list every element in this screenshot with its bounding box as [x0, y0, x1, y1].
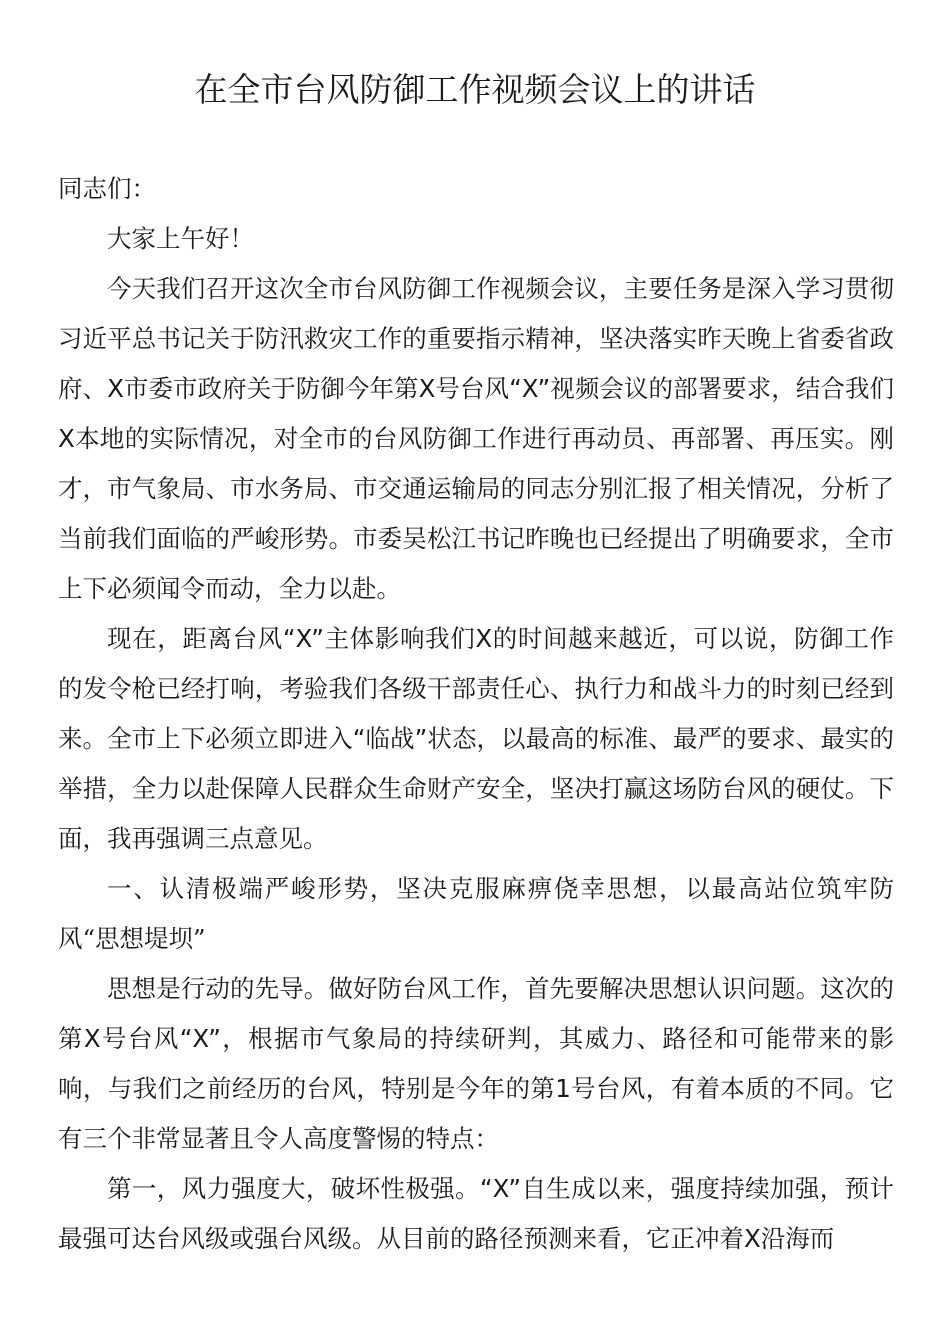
document-body — [58, 164, 894, 1264]
body-paragraph: 第一，风力强度大，破坏性极强。“X”自生成以来，强度持续加强，预计最强可达台风级或强台风级。从目前的路径预测来看，它正冲着X沿海而 — [58, 1174, 894, 1253]
body-paragraph: 今天我们召开这次全市台风防御工作视频会议，主要任务是深入学习贯彻习近平总书记关于防汛救灾工作的重要指示精神，坚决落实昨天晚上省委省政府、X市委市政府关于防御今年第X号台风“X”视频会议的部署要求，结合我们X本地的实际情况，对全市的台风防御工作进行再动员、再部署、再压实。刚才，市气象局、市水务局、市交通运输局的同志分别汇报了相关情况，分析了当前我们面临的严峻形势。市委吴松江书记昨晚也已经提出了明确要求，全市上下必须闻令而动，全力以赴。 — [58, 274, 894, 603]
document-title: 在全市台风防御工作视频会议上的讲话 — [194, 70, 756, 109]
body-paragraph: 思想是行动的先导。做好防台风工作，首先要解决思想认识问题。这次的第X号台风“X”，根据市气象局的持续研判，其威力、路径和可能带来的影响，与我们之前经历的台风，特别是今年的第1号台风，有着本质的不同。它有三个非常显著且令人高度警惕的特点： — [58, 974, 894, 1153]
section-heading: 一、认清极端严峻形势，坚决克服麻痹侥幸思想，以最高站位筑牢防风“思想堤坝” — [58, 874, 894, 953]
body-paragraph: 现在，距离台风“X”主体影响我们X的时间越来越近，可以说，防御工作的发令枪已经打响，考验我们各级干部责任心、执行力和战斗力的时刻已经到来。全市上下必须立即进入“临战”状态，以最高的标准、最严的要求、最实的举措，全力以赴保障人民群众生命财产安全，坚决打赢这场防台风的硬仗。下面，我再强调三点意见。 — [58, 624, 894, 853]
greeting: 大家上午好！ — [107, 224, 254, 253]
salutation: 同志们： — [58, 174, 156, 203]
